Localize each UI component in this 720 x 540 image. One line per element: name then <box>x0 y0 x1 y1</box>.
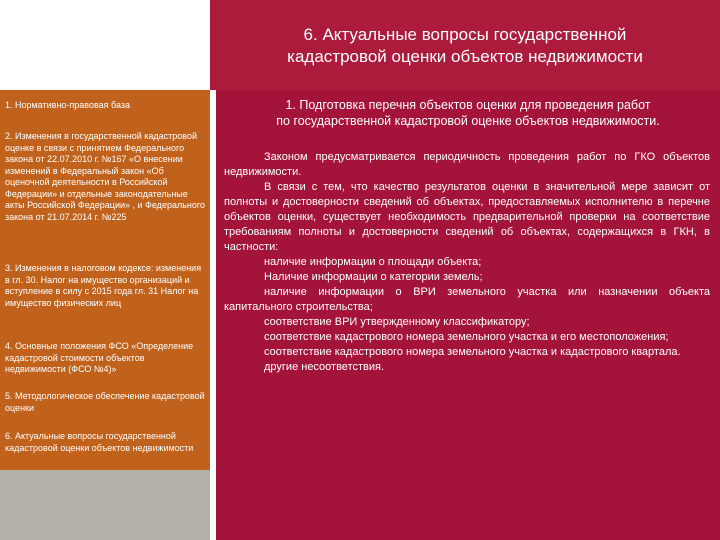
list-item: соответствие кадастрового номера земельного участка и его местоположения; <box>264 331 669 343</box>
section-heading-line-2: по государственной кадастровой оценке объектов недвижимости. <box>276 114 660 128</box>
paragraph: В связи с тем, что качество результатов оценки в значительной мере зависит от полноты и достоверности сведений об объектах, предоставляемых исполнителю в перечне объектов оценки, существует необходимость предварительной проверки на соответствие требованиям полноты и достоверности сведений об объектах, содержащихся в ГКН, в частности: <box>224 181 710 253</box>
sidebar-item-legal-base[interactable]: 1. Нормативно-правовая база <box>5 100 131 110</box>
list-item: соответствие ВРИ утвержденному классификатору; <box>264 316 530 328</box>
list-item: другие несоответствия. <box>264 361 385 373</box>
list-item: соответствие кадастрового номера земельного участка и кадастрового квартала. <box>264 346 681 358</box>
list-item: наличие информации о ВРИ земельного участка или назначении объекта капитального строительства; <box>224 286 710 313</box>
sidebar-item-tax-code[interactable]: 3. Изменения в налоговом кодексе: изменения в гл. 30. Налог на имущество организаций и вступление в силу с 2015 года гл. 31 Налог на имущество физических лиц <box>5 263 202 308</box>
section-heading <box>222 97 714 129</box>
sidebar-footer-block <box>0 470 210 540</box>
list-item: Наличие информации о категории земель; <box>264 271 483 283</box>
title-line-2: кадастровой оценки объектов недвижимости <box>287 47 643 66</box>
sidebar-item-methodology[interactable]: 5. Методологическое обеспечение кадастровой оценки <box>5 391 205 413</box>
content-body <box>224 150 710 375</box>
section-heading-line-1: 1. Подготовка перечня объектов оценки для проведения работ <box>285 98 651 112</box>
list-item: наличие информации о площади объекта; <box>264 256 482 268</box>
title-line-1: 6. Актуальные вопросы государственной <box>303 25 627 44</box>
sidebar-nav <box>0 90 210 470</box>
paragraph: Законом предусматривается периодичность проведения работ по ГКО объектов недвижимости. <box>224 151 710 178</box>
page-title <box>287 24 643 68</box>
sidebar-item-gko-changes[interactable]: 2. Изменения в государственной кадастровой оценке в связи с принятием Федерального закона от 22.07.2010 г. №167 «О внесении изменений в Федеральный закон «Об оценочной деятельности в Российской Федерации» и отдельные законодательные акты Российской Федерации» , и Федерального закона от 21.07.2014 г. №225 <box>5 131 205 222</box>
sidebar-item-current-issues[interactable]: 6. Актуальные вопросы государственной кадастровой оценки объектов недвижимости <box>5 431 194 453</box>
main-content <box>216 90 720 540</box>
slide-header <box>210 0 720 90</box>
sidebar-item-fso4[interactable]: 4. Основные положения ФСО «Определение кадастровой стоимости объектов недвижимости (ФСО №4)» <box>5 341 194 374</box>
top-left-blank <box>0 0 210 90</box>
